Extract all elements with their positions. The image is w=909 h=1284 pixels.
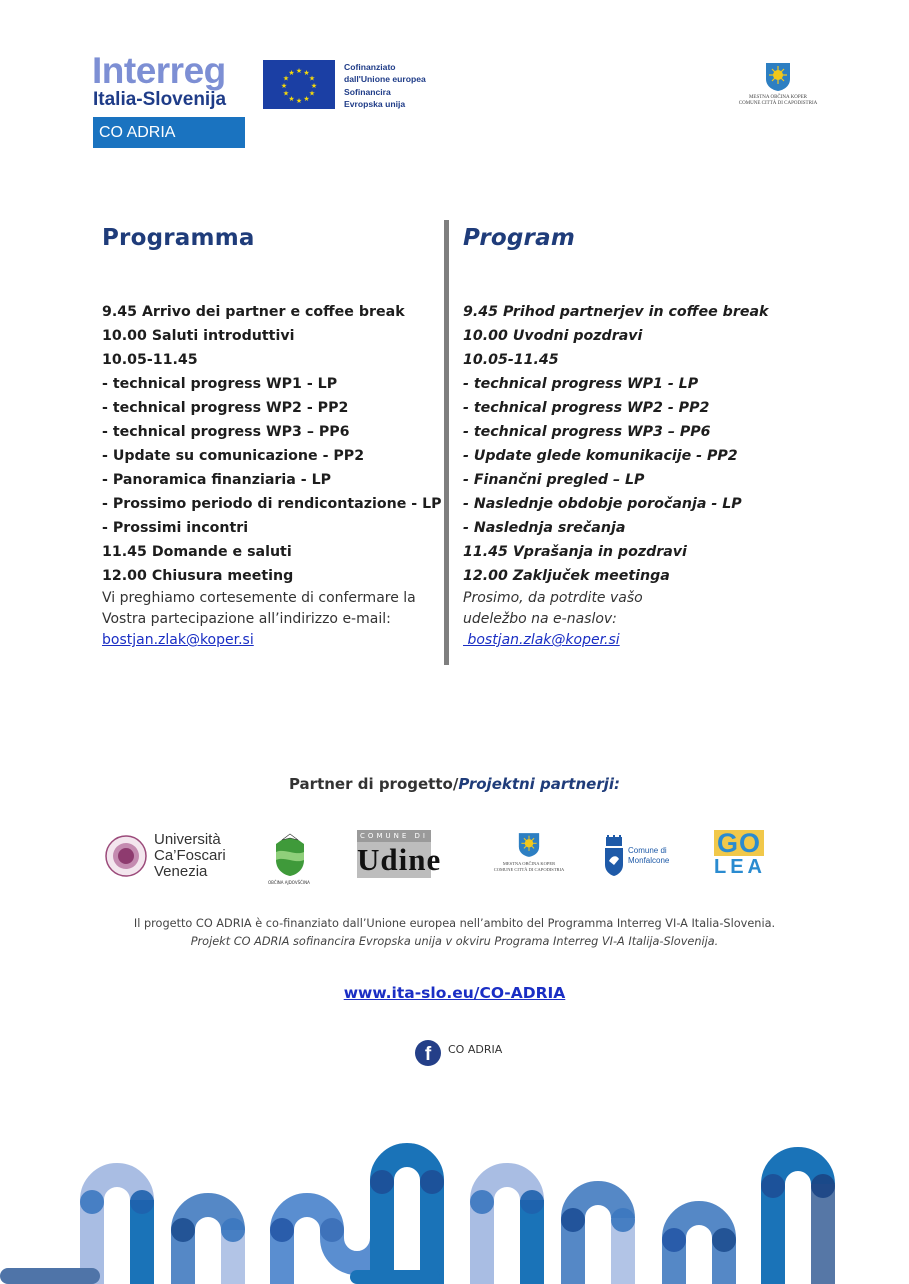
logo-ca-foscari xyxy=(104,830,234,882)
agenda-item: 10.00 Uvodni pozdravi xyxy=(463,328,643,344)
eu-flag-icon xyxy=(263,60,335,109)
agenda-item: - Update glede komunikacije - PP2 xyxy=(463,448,738,464)
agenda-item: - technical progress WP3 – PP6 xyxy=(463,424,711,440)
agenda-item: - technical progress WP3 – PP6 xyxy=(102,424,350,440)
wave-dot xyxy=(221,1218,245,1242)
agenda-item: - technical progress WP1 - LP xyxy=(102,376,338,392)
wave-dot xyxy=(561,1208,585,1232)
eu-line: Sofinancira xyxy=(344,87,391,97)
agenda-item: 12.00 Chiusura meeting xyxy=(102,568,294,584)
koper-caption-line: MESTNA OBČINA KOPER xyxy=(748,95,808,100)
svg-text:★: ★ xyxy=(310,82,318,90)
agenda-item: 10.05-11.45 xyxy=(102,352,198,368)
wave-dot xyxy=(520,1190,544,1214)
website-link[interactable]: www.ita-slo.eu/CO-ADRIA xyxy=(343,984,566,1002)
wave-dot xyxy=(270,1218,294,1242)
partners-title xyxy=(0,774,909,794)
wave-dot xyxy=(470,1190,494,1214)
email-link[interactable]: bostjan.zlak@koper.si xyxy=(463,632,620,648)
agenda-item: - Panoramica finanziaria - LP xyxy=(102,472,332,488)
koper-caption-line: COMUNE CITTÀ DI CAPODISTRIA xyxy=(738,101,818,106)
logo-monfalcone xyxy=(604,830,676,882)
confirmation-note: Prosimo, da potrdite vašo xyxy=(463,590,643,606)
svg-text:★: ★ xyxy=(308,74,316,83)
program-italian xyxy=(102,222,442,651)
svg-text:★: ★ xyxy=(303,95,310,103)
wave-bar xyxy=(0,1268,100,1284)
agenda-item: - Naslednja srečanja xyxy=(463,520,626,536)
monfalcone-line: Monfalcone xyxy=(628,856,670,865)
partners-title-it: Partner di progetto/ xyxy=(288,775,459,793)
agenda-item: - technical progress WP2 - PP2 xyxy=(102,400,349,416)
koper-logo-header xyxy=(738,62,818,107)
wave-dot xyxy=(320,1218,344,1242)
agenda-item: 10.00 Saluti introduttivi xyxy=(102,328,295,344)
project-badge: CO ADRIA xyxy=(93,117,245,148)
agenda-item: 11.45 Vprašanja in pozdravi xyxy=(463,544,687,560)
cofinancing-sl: Projekt CO ADRIA sofinancira Evropska unija v okviru Programa Interreg VI-A Italija-Slovenija. xyxy=(190,935,719,948)
koper-caption-line: MESTNA OBČINA KOPER xyxy=(502,861,556,866)
column-divider xyxy=(444,220,449,665)
eu-line: Evropska unija xyxy=(344,98,406,109)
agenda-item: - technical progress WP2 - PP2 xyxy=(463,400,710,416)
cofinancing-it: Il progetto CO ADRIA è co-finanziato dall’Unione europea nell’ambito del Programma Interreg VI-A Italia-Slovenia. xyxy=(133,917,776,930)
eu-line: Cofinanziato xyxy=(344,62,396,72)
facebook-icon: f xyxy=(415,1040,441,1066)
partners-title-sl: Projektni partnerji: xyxy=(458,775,621,793)
facebook-label: CO ADRIA xyxy=(448,1042,503,1056)
svg-text:★: ★ xyxy=(288,69,295,77)
facebook-link[interactable] xyxy=(415,1039,502,1067)
agenda-item: 11.45 Domande e saluti xyxy=(102,544,292,560)
agenda-item: - Prossimo periodo di rendicontazione - LP xyxy=(102,496,442,512)
svg-text:★: ★ xyxy=(308,89,316,98)
agenda-item: 9.45 Prihod partnerjev in coffee break xyxy=(463,304,769,320)
wave-dot xyxy=(80,1190,104,1214)
program-title-it: Programma xyxy=(102,225,255,251)
wave-dot xyxy=(611,1208,635,1232)
cofinancing-statement xyxy=(0,915,909,951)
ajdovscina-emblem-icon xyxy=(268,830,312,878)
logo-udine xyxy=(357,830,453,882)
svg-text:★: ★ xyxy=(288,95,295,103)
agenda-item: 9.45 Arrivo dei partner e coffee break xyxy=(102,304,405,320)
svg-text:★: ★ xyxy=(282,89,290,98)
eu-cofinancing-text xyxy=(344,62,426,110)
svg-text:★: ★ xyxy=(295,67,303,75)
agenda-item: - Naslednje obdobje poročanja - LP xyxy=(463,496,742,512)
wave-bar xyxy=(350,1270,440,1284)
agenda-item: - Finančni pregled – LP xyxy=(463,472,645,488)
agenda-item: - Update su comunicazione - PP2 xyxy=(102,448,365,464)
golea-lea: LEA xyxy=(714,856,766,878)
wave-dot xyxy=(662,1228,686,1252)
ca-foscari-seal-icon xyxy=(104,834,148,878)
logo-ajdovscina xyxy=(268,830,312,885)
agenda-item: - technical progress WP1 - LP xyxy=(463,376,699,392)
ca-foscari-line: Ca’Foscari xyxy=(154,847,226,864)
ajdovscina-label: OBČINA AJDOVŠČINA xyxy=(268,880,310,885)
wave-dot xyxy=(811,1174,835,1198)
interreg-logo-word: Interreg xyxy=(92,50,226,91)
ca-foscari-line: Venezia xyxy=(154,863,208,880)
confirmation-note: Vostra partecipazione all’indirizzo e-mail: xyxy=(102,610,391,627)
agenda-item: 12.00 Zaključek meetinga xyxy=(463,568,670,584)
ca-foscari-line: Università xyxy=(154,831,221,848)
svg-text:★: ★ xyxy=(280,82,288,90)
wave-dot xyxy=(370,1170,394,1194)
program-title-sl: Program xyxy=(463,225,575,251)
confirmation-note: Vi preghiamo cortesemente di confermare la xyxy=(102,590,416,606)
koper-caption-line: COMUNE CITTÀ DI CAPODISTRIA xyxy=(493,867,565,872)
wave-dot xyxy=(171,1218,195,1242)
agenda-item: 10.05-11.45 xyxy=(463,352,559,368)
svg-text:★: ★ xyxy=(295,97,303,105)
monfalcone-shield-icon xyxy=(604,835,624,877)
agenda-item: - Prossimi incontri xyxy=(102,520,249,536)
udine-top-label: COMUNE DI xyxy=(357,830,431,842)
interreg-logo-subtitle: Italia-Slovenija xyxy=(93,89,227,110)
wave-dot xyxy=(712,1228,736,1252)
logo-golea xyxy=(714,830,766,882)
wave-dot xyxy=(420,1170,444,1194)
udine-wordmark: Udine xyxy=(357,842,453,878)
golea-go: GO xyxy=(714,830,764,856)
wave-dot xyxy=(130,1190,154,1214)
eu-line: dall'Unione europea xyxy=(344,73,426,84)
decorative-wave-graphic xyxy=(0,1130,909,1284)
svg-text:★: ★ xyxy=(282,74,290,83)
program-slovenian xyxy=(463,222,793,651)
logo-koper xyxy=(493,830,565,882)
monfalcone-line: Comune di xyxy=(628,846,667,855)
email-link[interactable]: bostjan.zlak@koper.si xyxy=(102,632,254,648)
koper-shield-icon xyxy=(518,832,540,858)
wave-dot xyxy=(761,1174,785,1198)
svg-text:★: ★ xyxy=(303,69,310,77)
koper-shield-icon xyxy=(765,62,791,92)
confirmation-note: udeležbo na e-naslov: xyxy=(463,610,617,627)
